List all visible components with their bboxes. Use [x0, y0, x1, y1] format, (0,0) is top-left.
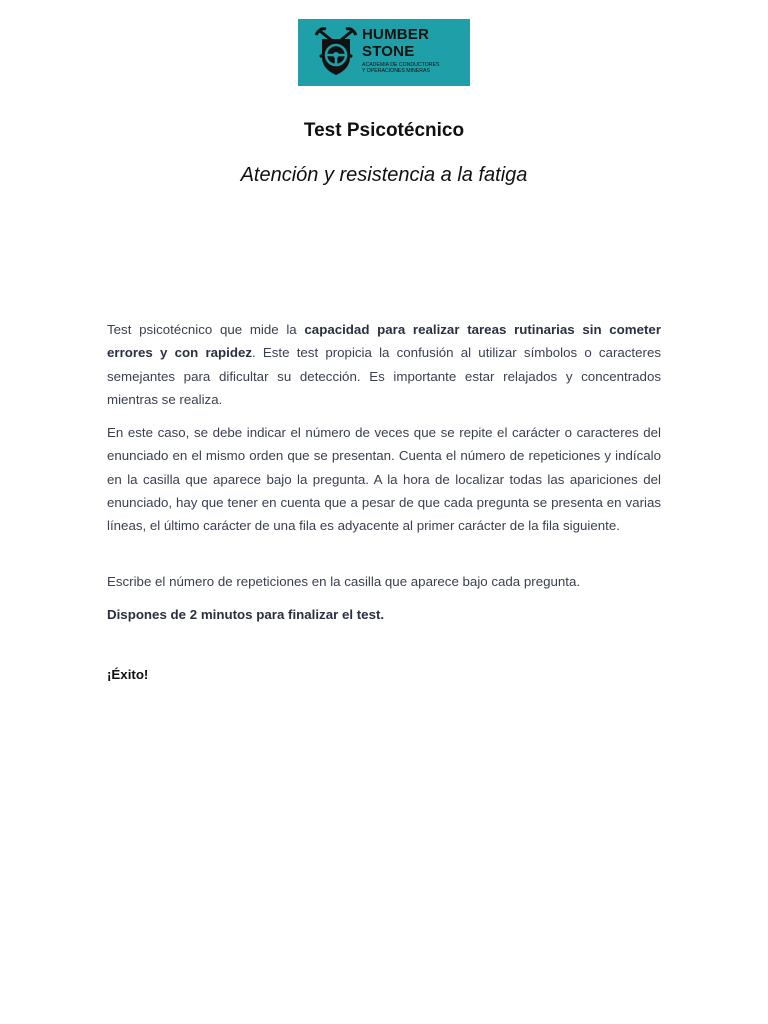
instructions-paragraph: En este caso, se debe indicar el número de veces que se repite el carácter o caracteres del enunciado en el mismo orden que se presentan. Cuenta el número de repeticiones y indícalo en la casilla que aparece bajo la pregunta. A la hora de localizar todas las apariciones del enunciado, hay que tener en cuenta que a pesar de que cada pregunta se presenta en varias líneas, el último carácter de una fila es adyacente al primer carácter de la fila siguiente. — [107, 425, 661, 534]
intro-paragraph — [107, 318, 661, 411]
time-limit-note: Dispones de 2 minutos para finalizar el test. — [107, 607, 385, 622]
page-subtitle: Atención y resistencia a la fatiga — [240, 164, 528, 186]
logo-name-line2: STONE — [362, 43, 415, 60]
humberstone-logo — [298, 19, 470, 86]
answer-instruction: Escribe el número de repeticiones en la casilla que aparece bajo cada pregunta. — [107, 574, 581, 589]
logo-tagline-line1: ACADEMIA DE CONDUCTORES — [362, 62, 440, 68]
intro-paragraph-start: Test psicotécnico que mide la — [107, 322, 305, 337]
logo-name-line1: HUMBER — [362, 26, 430, 43]
intro-paragraph-emphasis: capacidad para realizar tareas rutinarias sin cometer errores y con rapidez — [107, 322, 661, 361]
intro-paragraph-end: . Este test propicia la confusión al utilizar símbolos o caracteres semejantes para dificultar su detección. Es importante estar relajados y concentrados mientras se realiza. — [107, 345, 661, 407]
page-title: Test Psicotécnico — [303, 120, 465, 141]
shield-steering-wheel-icon — [314, 27, 358, 77]
closing-message: ¡Éxito! — [107, 667, 149, 682]
logo-tagline-line2: Y OPERACIONES MINERAS — [362, 68, 430, 74]
